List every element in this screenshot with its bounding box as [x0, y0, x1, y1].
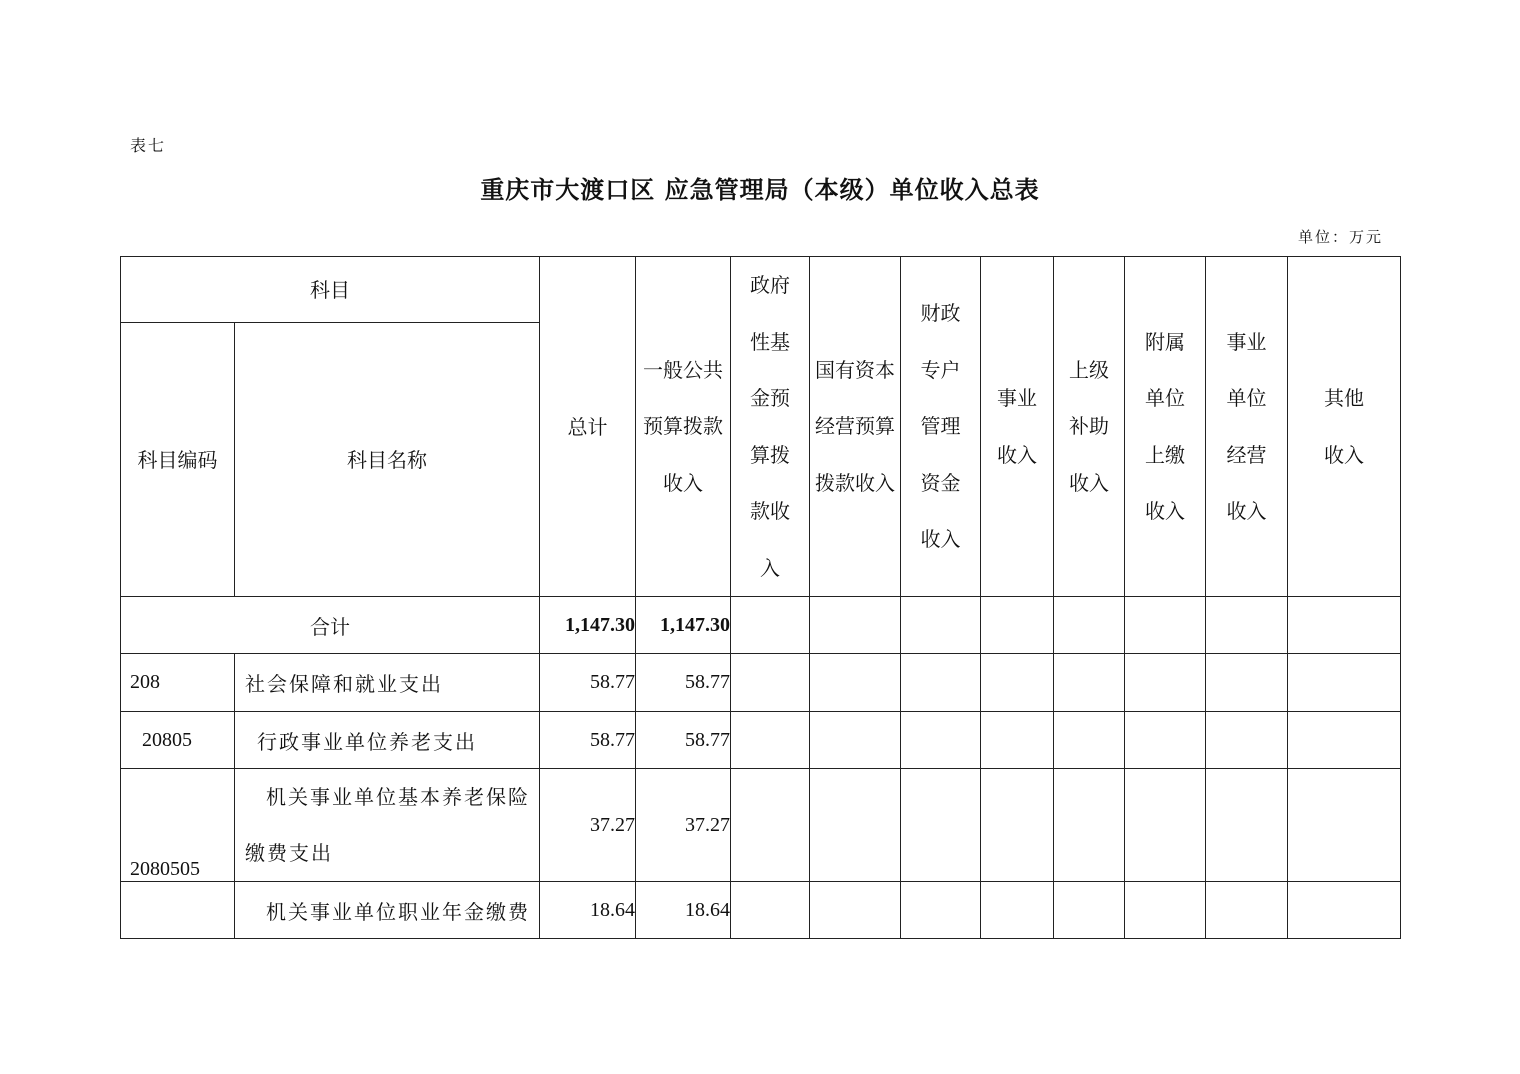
empty-cell	[1288, 597, 1401, 654]
header-gov-fund-text: 政府性基金预算拨款收入	[750, 273, 790, 580]
row-name: 机关事业单位职业年金缴费	[235, 882, 540, 939]
empty-cell	[1054, 882, 1125, 939]
total-label: 合计	[121, 597, 540, 654]
header-special-account-text: 财政专户管理资金收入	[920, 301, 961, 552]
row-name: 机关事业单位基本养老保险缴费支出	[245, 785, 530, 865]
empty-cell	[901, 769, 981, 882]
empty-cell	[1206, 769, 1288, 882]
empty-cell	[1054, 769, 1125, 882]
row-name: 社会保障和就业支出	[235, 654, 540, 712]
row-code: 20805	[121, 712, 235, 769]
header-subject: 科目	[121, 257, 540, 323]
row-code	[121, 882, 235, 939]
empty-cell	[1206, 882, 1288, 939]
empty-cell	[810, 882, 901, 939]
empty-cell	[981, 654, 1054, 712]
empty-cell	[901, 597, 981, 654]
row-name: 行政事业单位养老支出	[235, 712, 540, 769]
empty-cell	[901, 654, 981, 712]
row-general-budget: 58.77	[636, 712, 731, 769]
header-business-income	[981, 257, 1054, 597]
unit-label: 单位：万元	[1298, 228, 1384, 246]
empty-cell	[1125, 882, 1206, 939]
row-general-budget: 37.27	[636, 769, 731, 882]
header-state-capital-text: 国有资本经营预算拨款收入	[815, 357, 895, 495]
empty-cell	[1206, 712, 1288, 769]
empty-cell	[981, 769, 1054, 882]
empty-cell	[901, 882, 981, 939]
row-total: 58.77	[540, 654, 636, 712]
total-row-total: 1,147.30	[540, 597, 636, 654]
empty-cell	[901, 712, 981, 769]
header-subject-code: 科目编码	[121, 323, 235, 597]
document-title: 重庆市大渡口区 应急管理局（本级）单位收入总表	[480, 175, 1040, 204]
empty-cell	[1206, 654, 1288, 712]
empty-cell	[981, 882, 1054, 939]
empty-cell	[1054, 654, 1125, 712]
header-superior-subsidy	[1054, 257, 1125, 597]
row-name-cell	[235, 769, 540, 882]
empty-cell	[810, 597, 901, 654]
empty-cell	[731, 654, 810, 712]
header-state-capital	[810, 257, 901, 597]
row-general-budget: 58.77	[636, 654, 731, 712]
empty-cell	[810, 712, 901, 769]
total-row-general-budget: 1,147.30	[636, 597, 731, 654]
empty-cell	[1054, 597, 1125, 654]
header-operating-income-text: 事业单位经营收入	[1226, 329, 1267, 523]
empty-cell	[1125, 712, 1206, 769]
empty-cell	[1054, 712, 1125, 769]
table-row	[121, 712, 1401, 769]
empty-cell	[1206, 597, 1288, 654]
empty-cell	[981, 712, 1054, 769]
empty-cell	[1288, 769, 1401, 882]
row-total: 18.64	[540, 882, 636, 939]
empty-cell	[731, 597, 810, 654]
empty-cell	[1125, 597, 1206, 654]
income-summary-table	[120, 256, 1401, 939]
row-general-budget: 18.64	[636, 882, 731, 939]
header-business-income-text: 事业收入	[997, 386, 1037, 467]
empty-cell	[1125, 654, 1206, 712]
empty-cell	[1288, 654, 1401, 712]
table-label: 表七	[130, 136, 167, 155]
empty-cell	[731, 769, 810, 882]
header-gov-fund	[731, 257, 810, 597]
empty-cell	[731, 712, 810, 769]
header-superior-subsidy-text: 上级补助收入	[1069, 357, 1109, 495]
header-operating-income	[1206, 257, 1288, 597]
empty-cell	[731, 882, 810, 939]
header-general-budget	[636, 257, 731, 597]
table-row	[121, 654, 1401, 712]
header-affiliated-remit	[1125, 257, 1206, 597]
empty-cell	[810, 654, 901, 712]
header-general-budget-text: 一般公共预算拨款收入	[643, 357, 723, 495]
empty-cell	[1288, 712, 1401, 769]
header-other-income-text: 其他收入	[1324, 386, 1364, 467]
empty-cell	[1125, 769, 1206, 882]
header-special-account	[901, 257, 981, 597]
header-affiliated-remit-text: 附属单位上缴收入	[1145, 329, 1185, 523]
header-row-1	[121, 257, 1401, 323]
row-code: 208	[121, 654, 235, 712]
table-row	[121, 769, 1401, 882]
empty-cell	[810, 769, 901, 882]
total-row	[121, 597, 1401, 654]
header-total: 总计	[540, 257, 636, 597]
row-code: 2080505	[121, 769, 235, 882]
row-total: 37.27	[540, 769, 636, 882]
header-other-income	[1288, 257, 1401, 597]
row-total: 58.77	[540, 712, 636, 769]
empty-cell	[1288, 882, 1401, 939]
table-row	[121, 882, 1401, 939]
empty-cell	[981, 597, 1054, 654]
header-subject-name: 科目名称	[235, 323, 540, 597]
